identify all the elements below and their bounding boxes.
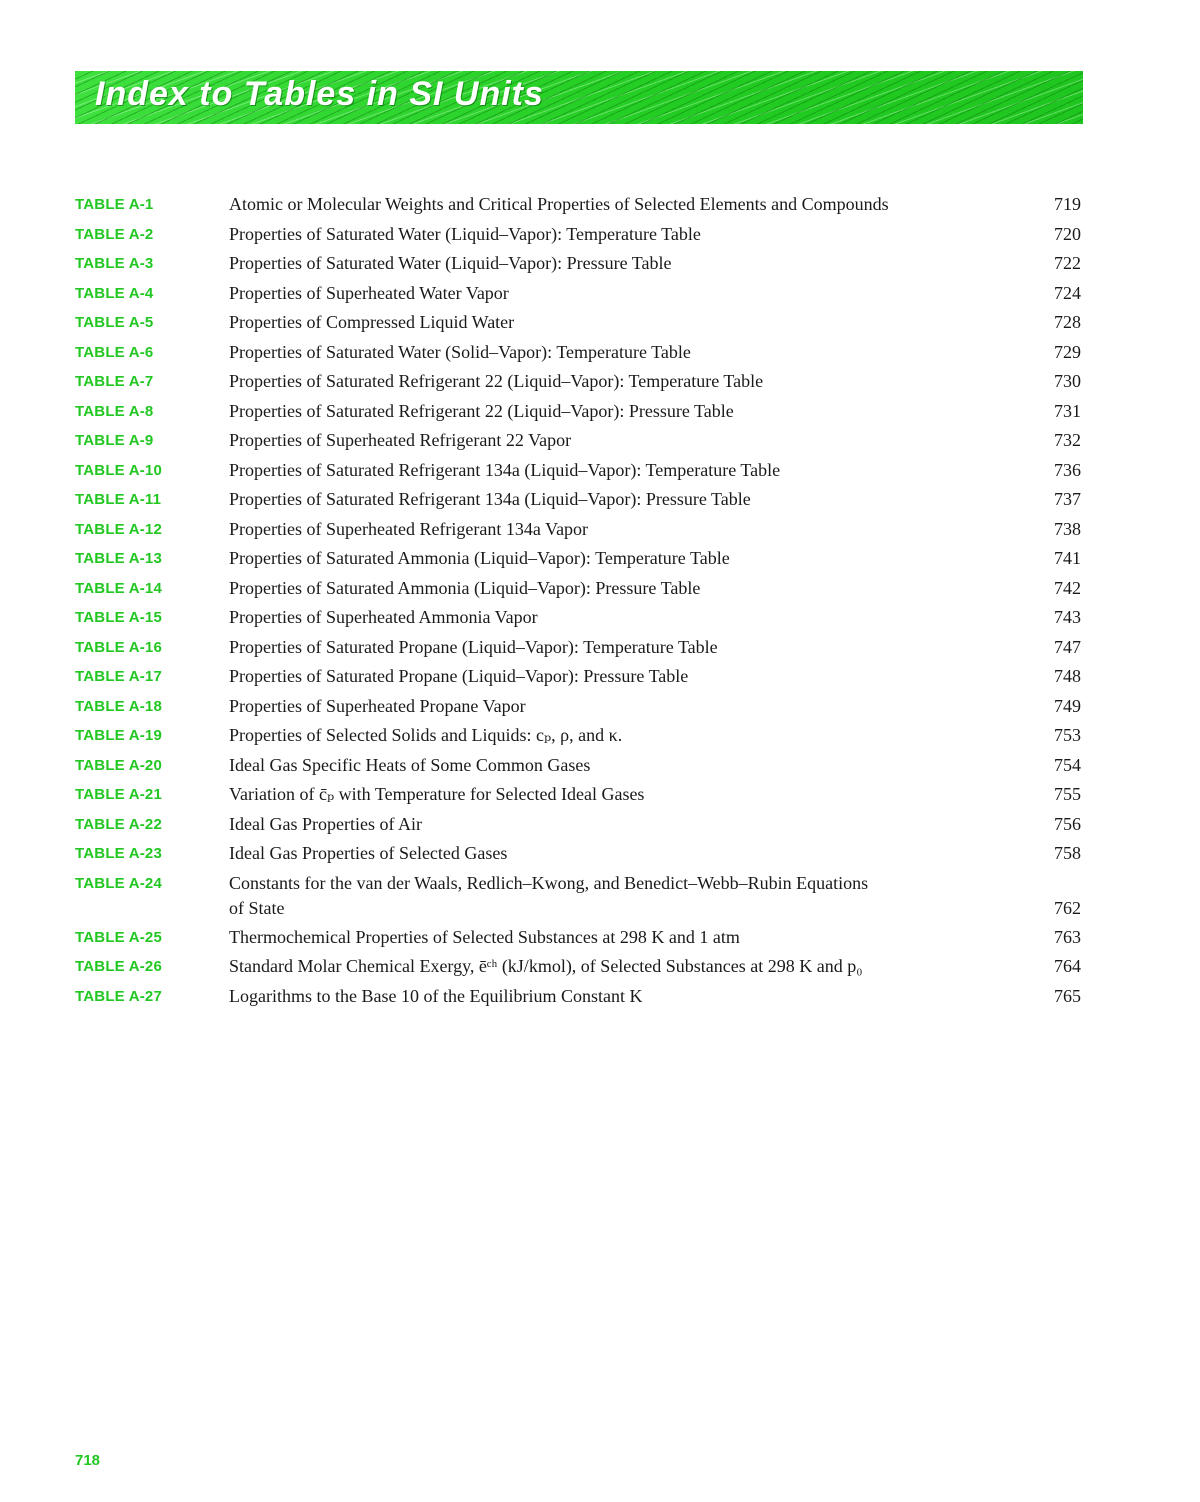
table-description [229,428,1083,453]
table-index-entry [75,841,1083,866]
table-description-line: Properties of Saturated Refrigerant 134a (Liquid–Vapor): Temperature Table [229,459,781,480]
table-description-line: Properties of Superheated Propane Vapor [229,695,526,716]
table-description-line: Properties of Saturated Ammonia (Liquid–Vapor): Temperature Table [229,548,730,568]
table-id-label: TABLE A-18 [75,697,163,715]
table-id-label: TABLE A-17 [75,668,163,685]
table-page-number: 738 [1054,518,1081,539]
table-id-label: TABLE A-10 [75,461,163,479]
table-id-label: TABLE A-20 [75,756,163,774]
table-description [229,576,1083,601]
table-description [229,192,1083,217]
table-id-label: TABLE A-9 [75,432,154,449]
table-page-number: 743 [1054,607,1081,627]
table-page-number: 724 [1054,282,1081,303]
table-id-label: TABLE A-14 [75,579,163,597]
table-description-line: Properties of Superheated Ammonia Vapor [229,607,538,627]
table-description [229,782,1083,807]
table-description [229,871,1083,921]
table-page-number: 747 [1054,636,1081,657]
table-description [229,925,1083,950]
table-page-number: 764 [1054,956,1081,976]
table-index-entry [75,340,1083,365]
table-id-label: TABLE A-8 [75,402,154,420]
table-index-entry [75,428,1083,453]
table-index-list [75,192,1083,1013]
table-id-label: TABLE A-1 [75,196,154,213]
table-page-number: 742 [1054,577,1081,598]
table-page-number: 763 [1054,926,1081,947]
page-number: 718 [75,1452,101,1469]
table-description-line: Logarithms to the Base 10 of the Equilibrium Constant K [229,985,643,1006]
table-index-entry [75,576,1083,601]
table-id-label: TABLE A-27 [75,987,163,1005]
table-id-label: TABLE A-24 [75,874,163,892]
table-index-entry [75,664,1083,689]
table-index-entry [75,984,1083,1009]
table-index-entry [75,399,1083,424]
table-id-label: TABLE A-3 [75,255,154,272]
table-id-label: TABLE A-13 [75,550,163,567]
table-description-line: Atomic or Molecular Weights and Critical Properties of Selected Elements and Compounds [229,194,889,214]
table-description-line: Ideal Gas Specific Heats of Some Common Gases [229,754,591,775]
table-index-entry [75,369,1083,394]
table-id-label: TABLE A-21 [75,786,163,803]
table-index-entry [75,954,1083,979]
table-index-entry [75,192,1083,217]
table-index-entry [75,546,1083,571]
table-description-line: Properties of Saturated Ammonia (Liquid–Vapor): Pressure Table [229,577,701,598]
table-page-number: 753 [1054,725,1081,745]
table-id-label: TABLE A-19 [75,727,163,744]
table-index-entry [75,222,1083,247]
table-description-line: Properties of Saturated Propane (Liquid–Vapor): Pressure Table [229,666,689,686]
table-description [229,546,1083,571]
table-description [229,841,1083,866]
table-id-label: TABLE A-12 [75,520,163,538]
table-description [229,605,1083,630]
table-index-entry [75,694,1083,719]
table-id-label: TABLE A-5 [75,314,154,331]
table-index-entry [75,723,1083,748]
table-page-number: 756 [1054,813,1081,834]
table-page-number: 754 [1054,754,1081,775]
table-page-number: 755 [1054,784,1081,804]
table-description-line: Properties of Saturated Refrigerant 22 (Liquid–Vapor): Pressure Table [229,400,734,421]
table-description-line: Properties of Saturated Water (Liquid–Vapor): Temperature Table [229,223,701,244]
table-id-label: TABLE A-22 [75,815,163,833]
table-index-entry [75,310,1083,335]
table-index-entry [75,871,1083,921]
table-index-entry [75,487,1083,512]
table-page-number: 748 [1054,666,1081,686]
table-description [229,310,1083,335]
table-index-entry [75,605,1083,630]
table-description [229,664,1083,689]
table-description [229,487,1083,512]
table-index-entry [75,251,1083,276]
table-id-label: TABLE A-16 [75,638,163,656]
table-page-number: 731 [1054,400,1081,421]
table-description-line: Properties of Compressed Liquid Water [229,312,515,332]
table-description [229,753,1083,778]
table-description-line: of State [229,897,285,918]
table-page-number: 736 [1054,459,1081,480]
table-id-label: TABLE A-11 [75,491,162,508]
table-index-entry [75,782,1083,807]
table-id-label: TABLE A-6 [75,343,154,361]
table-description-line: Ideal Gas Properties of Selected Gases [229,843,508,863]
table-description [229,340,1083,365]
table-description-line: Properties of Saturated Water (Solid–Vapor): Temperature Table [229,341,691,362]
table-description [229,723,1083,748]
table-id-label: TABLE A-2 [75,225,154,243]
table-description [229,281,1083,306]
table-description [229,517,1083,542]
table-index-entry [75,753,1083,778]
table-id-label: TABLE A-23 [75,845,163,862]
table-page-number: 732 [1054,430,1081,450]
table-description [229,399,1083,424]
table-page-number: 728 [1054,312,1081,332]
table-index-entry [75,281,1083,306]
table-id-label: TABLE A-4 [75,284,154,302]
table-index-entry [75,517,1083,542]
table-description-line: Properties of Saturated Refrigerant 134a (Liquid–Vapor): Pressure Table [229,489,751,509]
table-id-label: TABLE A-25 [75,928,163,946]
table-description-line: Properties of Superheated Water Vapor [229,282,509,303]
table-page-number: 737 [1054,489,1081,509]
table-description-line: Properties of Superheated Refrigerant 22 Vapor [229,430,572,450]
table-description-line: Variation of c̄ₚ with Temperature for Selected Ideal Gases [229,784,645,804]
table-description-line: Properties of Superheated Refrigerant 134a Vapor [229,518,589,539]
table-description [229,984,1083,1009]
table-description-line: Properties of Selected Solids and Liquids: cₚ, ρ, and κ. [229,725,623,745]
table-index-entry [75,458,1083,483]
table-description [229,222,1083,247]
table-index-entry [75,635,1083,660]
table-description [229,369,1083,394]
table-description-line: Properties of Saturated Water (Liquid–Vapor): Pressure Table [229,253,672,273]
table-page-number: 722 [1054,253,1081,273]
table-index-entry [75,812,1083,837]
table-page-number: 719 [1054,194,1081,214]
table-page-number: 730 [1054,371,1081,391]
table-index-entry [75,925,1083,950]
table-description [229,954,1083,979]
page-title: Index to Tables in SI Units [95,75,544,113]
table-page-number: 765 [1054,985,1081,1006]
table-page-number: 720 [1054,223,1081,244]
table-id-label: TABLE A-15 [75,609,163,626]
table-description [229,458,1083,483]
table-description-line: Constants for the van der Waals, Redlich–Kwong, and Benedict–Webb–Rubin Equations [229,872,869,893]
table-description-line: Properties of Saturated Propane (Liquid–Vapor): Temperature Table [229,636,718,657]
table-page-number: 729 [1054,341,1081,362]
table-id-label: TABLE A-26 [75,958,163,975]
table-description [229,694,1083,719]
table-description [229,635,1083,660]
table-description-line: Properties of Saturated Refrigerant 22 (Liquid–Vapor): Temperature Table [229,371,764,391]
table-id-label: TABLE A-7 [75,373,154,390]
table-page-number: 758 [1054,843,1081,863]
title-banner [75,71,1083,124]
table-page-number: 762 [1054,897,1081,918]
table-description-line: Standard Molar Chemical Exergy, ēᶜʰ (kJ/kmol), of Selected Substances at 298 K and p₀ [229,956,863,976]
table-description [229,251,1083,276]
table-page-number: 741 [1054,548,1081,568]
table-page-number: 749 [1054,695,1081,716]
table-description-line: Thermochemical Properties of Selected Substances at 298 K and 1 atm [229,926,740,947]
table-description-line: Ideal Gas Properties of Air [229,813,422,834]
table-description [229,812,1083,837]
